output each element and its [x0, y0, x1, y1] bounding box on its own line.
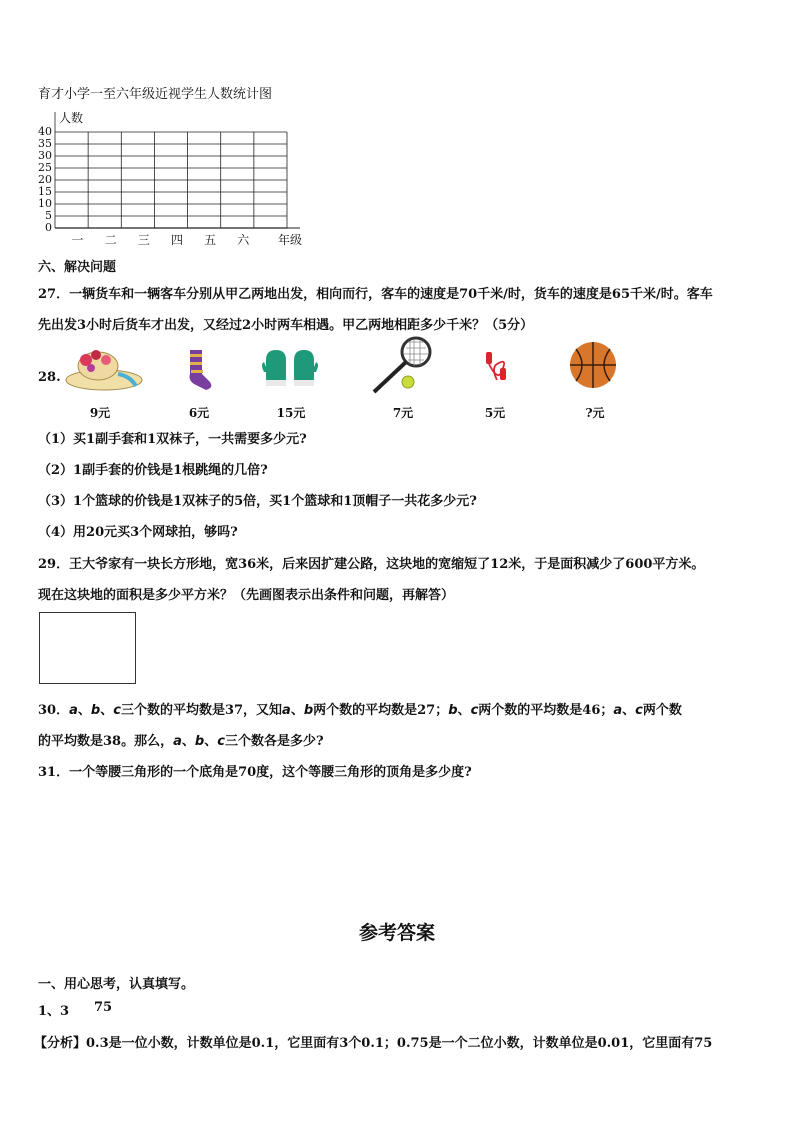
x-tick-label: 三 [137, 233, 150, 247]
q30-line2: 的平均数是38。那么，a、b、c三个数各是多少? [38, 734, 324, 749]
hat-icon [64, 346, 144, 392]
y-tick-label: 35 [38, 137, 52, 150]
basketball-icon [568, 340, 618, 390]
chart-y-axis-label: 人数 [59, 111, 84, 125]
q27-line2: 先出发3小时后货车才出发，又经过2小时两车相遇。甲乙两地相距多少千米？（5分） [38, 318, 534, 333]
socks-icon [182, 346, 216, 392]
q28-number: 28. [38, 370, 61, 385]
x-tick-label: 六 [237, 233, 250, 247]
gloves-icon [262, 346, 322, 392]
q28-sub2: （2）1副手套的价钱是1根跳绳的几倍? [38, 463, 268, 478]
x-tick-label: 五 [204, 233, 217, 247]
q29-line2: 现在这块地的面积是多少平方米？（先画图表示出条件和问题，再解答） [38, 588, 455, 603]
y-tick-label: 40 [38, 125, 52, 138]
price-jump-rope: 5元 [484, 406, 506, 420]
answer-1-number: 1、3 [38, 1004, 70, 1019]
price-socks: 6元 [188, 406, 210, 420]
q31-text: 31．一个等腰三角形的一个底角是70度，这个等腰三角形的顶角是多少度? [38, 765, 472, 780]
x-tick-label: 四 [170, 233, 183, 247]
q28-sub1: （1）买1副手套和1双袜子，一共需要多少元? [38, 432, 307, 447]
y-tick-label: 15 [38, 185, 52, 198]
jump-rope-icon [480, 348, 514, 388]
q30-line1: 30．a、b、c三个数的平均数是37，又知a、b两个数的平均数是27；b、c两个数的平均数是46；a、c两个数 [38, 703, 682, 718]
q27-line1: 27．一辆货车和一辆客车分别从甲乙两地出发，相向而行，客车的速度是70千米/时，货车的速度是65千米/时。客车 [38, 287, 713, 302]
answers-title: 参考答案 [358, 922, 435, 944]
price-gloves: 15元 [276, 406, 306, 420]
chart-title: 育才小学一至六年级近视学生人数统计图 [38, 87, 273, 102]
answer-1-analysis: 【分析】0.3是一位小数，计数单位是0.1，它里面有3个0.1；0.75是一个二位小数，计数单位是0.01，它里面有75 [34, 1036, 713, 1051]
x-tick-label: 二 [104, 233, 117, 247]
tennis-racket-icon [368, 336, 436, 396]
price-hat: 9元 [89, 406, 111, 420]
q28-sub4: （4）用20元买3个网球拍，够吗? [38, 525, 238, 540]
y-tick-label: 10 [38, 197, 52, 210]
q29-line1: 29．王大爷家有一块长方形地，宽36米，后来因扩建公路，这块地的宽缩短了12米，于是面积减少了600平方米。 [38, 557, 705, 572]
price-racket: 7元 [392, 406, 414, 420]
section-heading: 六、解决问题 [38, 260, 117, 275]
y-tick-label: 5 [45, 209, 52, 222]
answer-1-value: 75 [94, 1000, 113, 1015]
y-tick-label: 20 [38, 173, 52, 186]
x-tick-label: 一 [71, 233, 84, 247]
chart-grid [0, 0, 794, 260]
price-basketball: ?元 [585, 406, 605, 420]
chart-x-axis-label: 年级 [278, 233, 303, 247]
q28-sub3: （3）1个篮球的价钱是1双袜子的5倍，买1个篮球和1顶帽子一共花多少元? [38, 494, 477, 509]
y-tick-label: 0 [45, 221, 52, 234]
y-tick-label: 25 [38, 161, 52, 174]
y-tick-label: 30 [38, 149, 52, 162]
answers-section1: 一、用心思考，认真填写。 [38, 977, 195, 992]
drawing-box [39, 612, 136, 684]
